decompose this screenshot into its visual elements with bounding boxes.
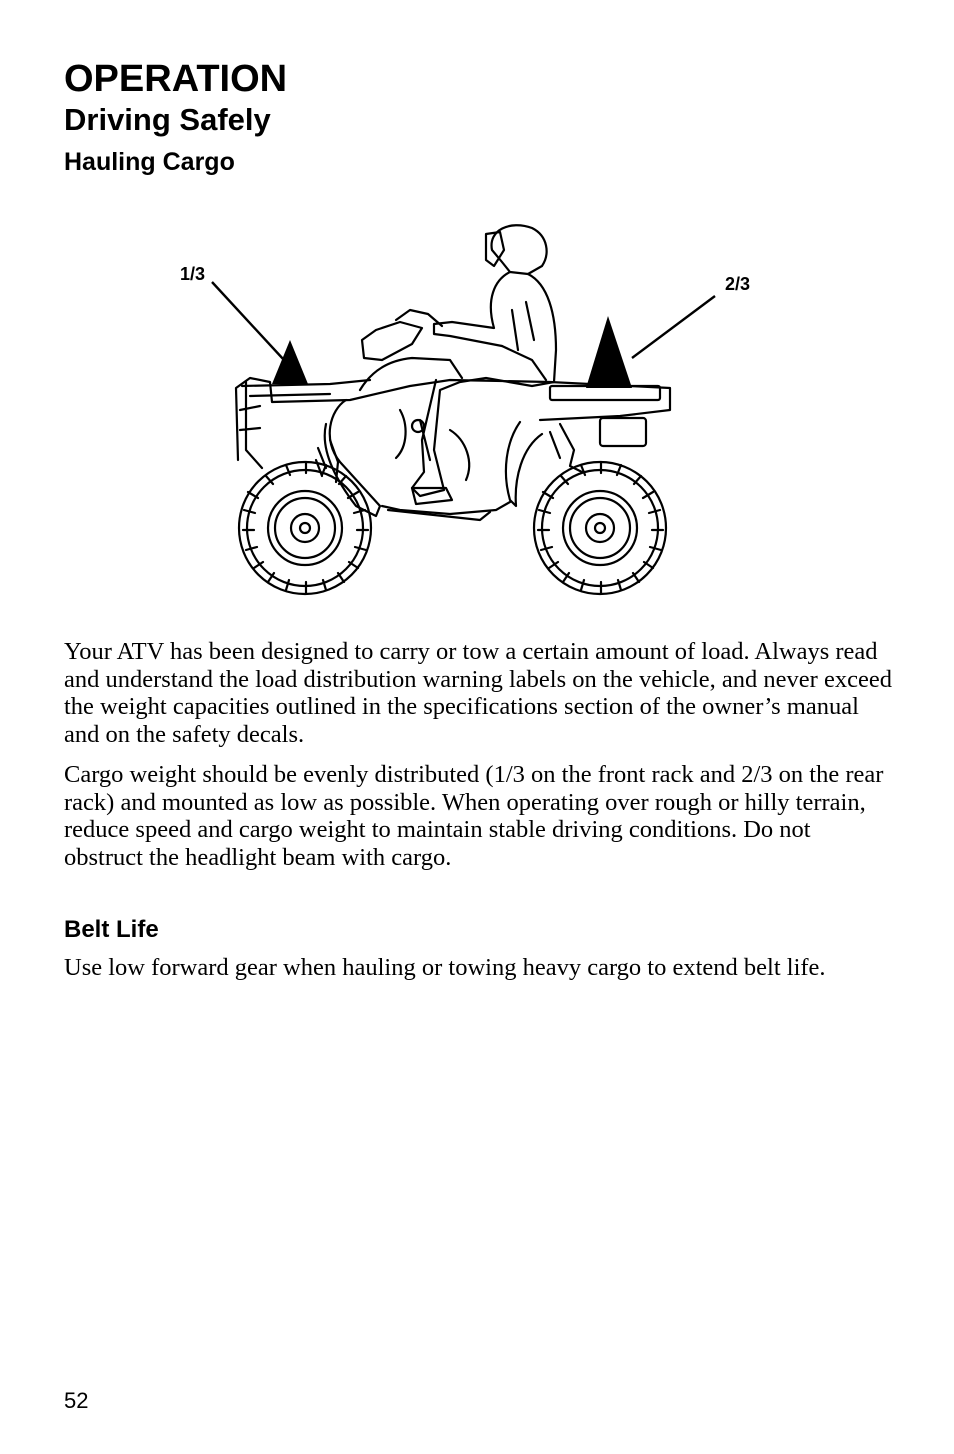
rear-load-marker	[586, 296, 715, 388]
paragraph-cargo-distribution: Cargo weight should be evenly distributed (1/3 on the front rack and 2/3 on the rear rack) and mounted as low as possible. When operating over rough or hilly terrain, reduce speed and cargo weight to maintain stable driving conditions. Do not obstruct the headlight beam with cargo.	[64, 761, 884, 871]
front-load-marker	[212, 282, 308, 384]
atv-load-distribution-illustration	[150, 210, 790, 610]
section-title: OPERATION	[64, 58, 288, 100]
page-number: 52	[64, 1388, 89, 1413]
rear-load-label: 2/3	[725, 274, 751, 294]
topic-title: Hauling Cargo	[64, 148, 235, 176]
paragraph-belt-life: Use low forward gear when hauling or towing heavy cargo to extend belt life.	[64, 954, 826, 981]
rear-tire	[239, 462, 371, 594]
paragraph-load-capacity: Your ATV has been designed to carry or tow a certain amount of load. Always read and understand the load distribution warning labels on the vehicle, and never exceed the weight capacities outlined in the specifications section of the owner’s manual and on the safety decals.	[64, 638, 892, 748]
front-tire	[534, 462, 666, 594]
subsection-title: Driving Safely	[64, 102, 271, 137]
rider	[412, 225, 556, 504]
front-load-label: 1/3	[180, 264, 206, 284]
belt-life-heading: Belt Life	[64, 916, 159, 943]
